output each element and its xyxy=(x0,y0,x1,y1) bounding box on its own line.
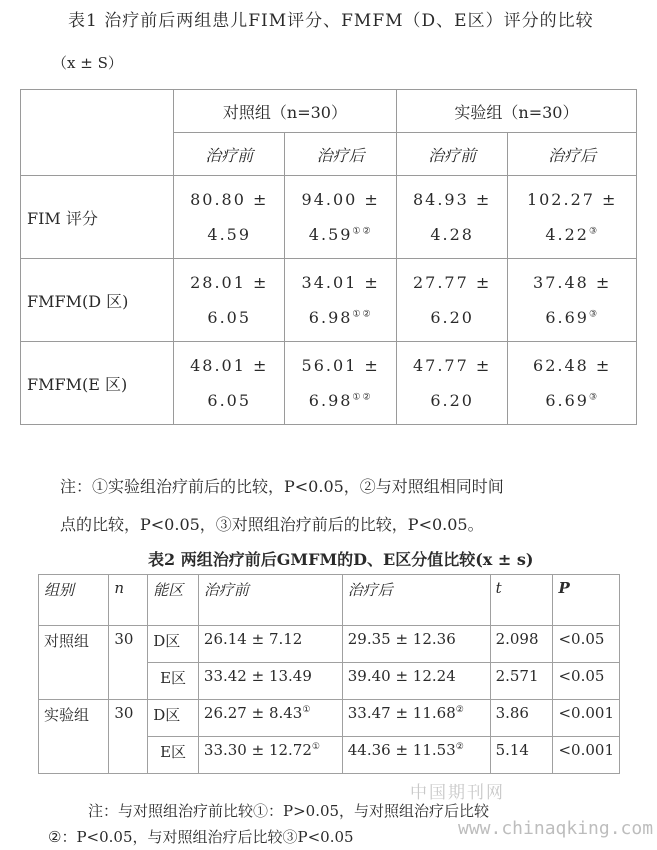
table1-cell: 80.80 ± 4.59 xyxy=(174,176,285,259)
table1-title: 表1 治疗前后两组患儿FIM评分、FMFM（D、E区）评分的比较 xyxy=(68,11,594,31)
table1-exp-before-header: 治疗前 xyxy=(396,133,507,176)
table1-group-experiment: 实验组（n=30） xyxy=(396,90,636,133)
table2-n-cell: 30 xyxy=(109,626,148,700)
table1-control-after-header: 治疗后 xyxy=(285,133,396,176)
table2-note-line1: 注：与对照组治疗前比较①：P>0.05，与对照组治疗后比较 xyxy=(88,802,490,820)
table2-group-cell: 实验组 xyxy=(39,700,109,774)
table1 xyxy=(20,89,637,425)
table2-before-cell: 26.27 ± 8.43① xyxy=(198,700,342,737)
table1-row-fim xyxy=(21,176,637,259)
table2-zone-cell: E区 xyxy=(148,737,199,774)
table2-header-row xyxy=(39,575,620,626)
table2-note-line2: ②：P<0.05，与对照组治疗后比较③P<0.05 xyxy=(48,828,354,846)
table1-cell: 62.48 ± 6.69③ xyxy=(508,342,637,425)
table2-header-t: t xyxy=(490,575,553,626)
table2-zone-cell: D区 xyxy=(148,700,199,737)
table2-p-cell: <0.05 xyxy=(553,626,620,663)
table2 xyxy=(38,574,620,774)
table2-after-cell: 44.36 ± 11.53② xyxy=(342,737,490,774)
table1-corner-cell xyxy=(21,90,174,176)
table1-note-line2: 点的比较，P<0.05，③对照组治疗前后的比较，P<0.05。 xyxy=(60,515,484,534)
table-row xyxy=(39,626,620,663)
watermark-url: www.chinaqking.com xyxy=(458,818,654,839)
table1-cell: 56.01 ± 6.98①② xyxy=(285,342,396,425)
table1-cell: 37.48 ± 6.69③ xyxy=(508,259,637,342)
table1-note-line1: 注：①实验组治疗前后的比较，P<0.05，②与对照组相同时间 xyxy=(60,477,504,496)
table1-group-control: 对照组（n=30） xyxy=(174,90,397,133)
table2-header-before: 治疗前 xyxy=(198,575,342,626)
table1-cell: 27.77 ± 6.20 xyxy=(396,259,507,342)
table1-cell: 28.01 ± 6.05 xyxy=(174,259,285,342)
table2-header-p: P xyxy=(553,575,620,626)
table2-zone-cell: E区 xyxy=(148,663,199,700)
table2-title: 表2 两组治疗前后GMFM的D、E区分值比较(x ± s) xyxy=(148,550,534,569)
table2-before-cell: 33.30 ± 12.72① xyxy=(198,737,342,774)
table2-p-cell: <0.001 xyxy=(553,737,620,774)
table2-before-cell: 26.14 ± 7.12 xyxy=(198,626,342,663)
table1-group-header-row xyxy=(21,90,637,133)
table1-subtitle: （x ± S） xyxy=(52,54,123,72)
table1-cell: 34.01 ± 6.98①② xyxy=(285,259,396,342)
table2-p-cell: <0.05 xyxy=(553,663,620,700)
table1-row-fmfm-e xyxy=(21,342,637,425)
table2-after-cell: 39.40 ± 12.24 xyxy=(342,663,490,700)
table1-cell: 94.00 ± 4.59①② xyxy=(285,176,396,259)
table-row xyxy=(39,700,620,737)
table2-t-cell: 3.86 xyxy=(490,700,553,737)
table2-t-cell: 5.14 xyxy=(490,737,553,774)
table2-group-cell: 对照组 xyxy=(39,626,109,700)
table2-header-zone: 能区 xyxy=(148,575,199,626)
table1-cell: 84.93 ± 4.28 xyxy=(396,176,507,259)
table2-after-cell: 29.35 ± 12.36 xyxy=(342,626,490,663)
table2-header-group: 组别 xyxy=(39,575,109,626)
table1-row-label: FMFM(E 区) xyxy=(21,342,174,425)
table1-cell: 47.77 ± 6.20 xyxy=(396,342,507,425)
table1-row-fmfm-d xyxy=(21,259,637,342)
table1-cell: 48.01 ± 6.05 xyxy=(174,342,285,425)
table2-t-cell: 2.098 xyxy=(490,626,553,663)
table2-zone-cell: D区 xyxy=(148,626,199,663)
table1-row-label: FMFM(D 区) xyxy=(21,259,174,342)
table1-row-label: FIM 评分 xyxy=(21,176,174,259)
table2-p-cell: <0.001 xyxy=(553,700,620,737)
table1-control-before-header: 治疗前 xyxy=(174,133,285,176)
table2-n-cell: 30 xyxy=(109,700,148,774)
table2-after-cell: 33.47 ± 11.68② xyxy=(342,700,490,737)
watermark-text: 中国期刊网 xyxy=(410,783,505,803)
table2-t-cell: 2.571 xyxy=(490,663,553,700)
table2-header-n: n xyxy=(109,575,148,626)
table2-before-cell: 33.42 ± 13.49 xyxy=(198,663,342,700)
table2-header-after: 治疗后 xyxy=(342,575,490,626)
table1-cell: 102.27 ± 4.22③ xyxy=(508,176,637,259)
table1-exp-after-header: 治疗后 xyxy=(508,133,637,176)
